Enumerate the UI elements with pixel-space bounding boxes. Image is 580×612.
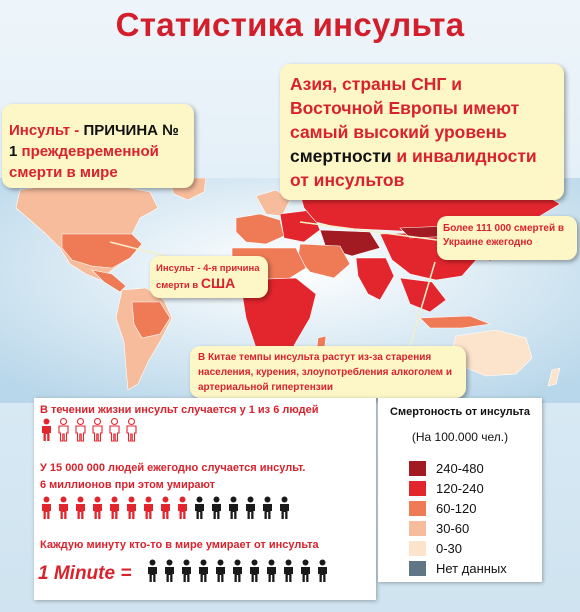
person-icon	[146, 559, 159, 583]
legend-swatch	[409, 561, 426, 576]
legend-label: 30-60	[436, 521, 470, 536]
person-icon	[125, 496, 138, 520]
person-icon	[193, 496, 206, 520]
person-icon	[248, 559, 261, 583]
person-icon	[108, 418, 121, 442]
legend-swatch	[409, 541, 426, 556]
person-icon	[214, 559, 227, 583]
person-icon	[231, 559, 244, 583]
callout-leading-cause: Инсульт - ПРИЧИНА № 1 преждевременной смерти в мире	[2, 104, 194, 188]
callout-china: В Китае темпы инсульта растут из-за старения населения, курения, злоупотребления алкоголем и артериальной гипертензии	[190, 346, 466, 398]
stat-yearly-text: У 15 000 000 людей ежегодно случается инсульт. 6 миллионов при этом умирают	[40, 462, 306, 491]
person-icon	[261, 496, 274, 520]
stat-minute-text: Каждую минуту кто-то в мире умирает от инсульта	[40, 539, 319, 551]
legend-swatch	[409, 461, 426, 476]
person-icon	[142, 496, 155, 520]
legend-label: 120-240	[436, 481, 484, 496]
person-icon	[265, 559, 278, 583]
person-icon	[244, 496, 257, 520]
person-icon	[74, 418, 87, 442]
person-icon	[57, 418, 70, 442]
person-icon	[227, 496, 240, 520]
people-minute	[146, 559, 333, 587]
person-icon	[40, 418, 53, 442]
person-icon	[163, 559, 176, 583]
legend-subtitle: (На 100.000 чел.)	[411, 430, 509, 444]
person-icon	[159, 496, 172, 520]
callout-ukraine: Более 111 000 смертей в Украине ежегодно	[437, 216, 577, 260]
callout-asia: Азия, страны СНГ и Восточной Европы имеют самый высокий уровень смертности и инвалидности от инсультов	[280, 64, 564, 200]
person-icon	[278, 496, 291, 520]
people-lifetime	[40, 418, 142, 446]
person-icon	[299, 559, 312, 583]
legend-swatch	[409, 501, 426, 516]
legend-label: 0-30	[436, 541, 463, 556]
legend-label: 60-120	[436, 501, 477, 516]
person-icon	[197, 559, 210, 583]
stat-lifetime-text: В течении жизни инсульт случается у 1 из 6 людей	[40, 404, 319, 416]
stats-panel	[34, 398, 376, 600]
person-icon	[40, 496, 53, 520]
legend-label: Нет данных	[436, 561, 507, 576]
callout-usa: Инсульт - 4-я причина смерти в США	[150, 256, 268, 298]
person-icon	[91, 496, 104, 520]
person-icon	[180, 559, 193, 583]
legend-swatch	[409, 481, 426, 496]
person-icon	[282, 559, 295, 583]
person-icon	[74, 496, 87, 520]
legend-title: Смертоность от инсульта	[390, 406, 530, 418]
person-icon	[125, 418, 138, 442]
legend-swatch	[409, 521, 426, 536]
people-yearly	[40, 496, 295, 524]
legend-panel	[378, 398, 542, 582]
legend-label: 240-480	[436, 461, 484, 476]
minute-label: 1 Minute =	[38, 563, 132, 584]
page-title: Статистика инсульта	[115, 6, 465, 43]
person-icon	[57, 496, 70, 520]
person-icon	[91, 418, 104, 442]
person-icon	[108, 496, 121, 520]
person-icon	[316, 559, 329, 583]
person-icon	[210, 496, 223, 520]
person-icon	[176, 496, 189, 520]
